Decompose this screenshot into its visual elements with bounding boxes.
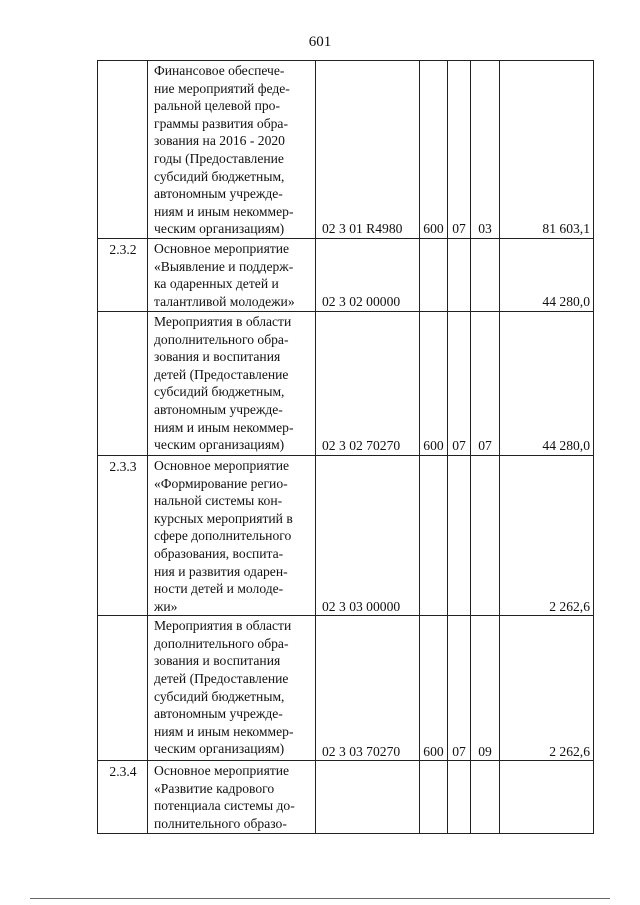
table-row [98, 761, 594, 834]
row-name-cell: Основное мероприятие «Развитие кадрового потенциала системы до- полнительного образо- [148, 761, 316, 834]
row-number-cell: 2.3.2 [98, 238, 148, 311]
table-row [98, 311, 594, 455]
row-vr-cell [420, 761, 448, 834]
row-csr-cell: 02 3 01 R4980 [316, 61, 420, 239]
row-pr-cell: 07 [471, 311, 500, 455]
row-name-cell: Основное мероприятие «Выявление и поддерж- ка одаренных детей и талантливой молодежи» [148, 238, 316, 311]
row-sum-cell: 2 262,6 [500, 616, 594, 761]
row-csr-cell: 02 3 03 70270 [316, 616, 420, 761]
row-sum-cell: 44 280,0 [500, 238, 594, 311]
table-row [98, 238, 594, 311]
row-number-cell [98, 311, 148, 455]
row-pr-cell: 03 [471, 61, 500, 239]
row-number-cell: 2.3.4 [98, 761, 148, 834]
row-pr-cell [471, 455, 500, 615]
row-vr-cell: 600 [420, 616, 448, 761]
row-csr-cell: 02 3 02 00000 [316, 238, 420, 311]
row-vr-cell [420, 238, 448, 311]
row-csr-cell: 02 3 02 70270 [316, 311, 420, 455]
scan-edge-line [30, 898, 610, 899]
row-sum-cell: 81 603,1 [500, 61, 594, 239]
row-name-cell: Финансовое обеспече- ние мероприятий феде- ральной целевой про- граммы развития обра- зования на 2016 - 2020 годы (Предоставление субсидий бюджетным, автономным учрежде- ниям и иным некоммер- ческим организациям) [148, 61, 316, 239]
row-rz-cell: 07 [448, 616, 471, 761]
row-pr-cell [471, 238, 500, 311]
row-pr-cell [471, 761, 500, 834]
table-row [98, 616, 594, 761]
row-vr-cell [420, 455, 448, 615]
row-name-cell: Мероприятия в области дополнительного обра- зования и воспитания детей (Предоставление субсидий бюджетным, автономным учрежде- ниям и иным некоммер- ческим организациям) [148, 311, 316, 455]
row-vr-cell: 600 [420, 311, 448, 455]
row-csr-cell [316, 761, 420, 834]
row-number-cell [98, 616, 148, 761]
row-csr-cell: 02 3 03 00000 [316, 455, 420, 615]
row-number-cell [98, 61, 148, 239]
row-sum-cell [500, 761, 594, 834]
row-rz-cell: 07 [448, 61, 471, 239]
table-row [98, 61, 594, 239]
row-name-cell: Мероприятия в области дополнительного обра- зования и воспитания детей (Предоставление субсидий бюджетным, автономным учрежде- ниям и иным некоммер- ческим организациям) [148, 616, 316, 761]
row-rz-cell [448, 238, 471, 311]
row-name-cell: Основное мероприятие «Формирование регио- нальной системы кон- курсных мероприятий в сфере дополнительного образования, воспита- ния и развития одарен- ности детей и молоде- жи» [148, 455, 316, 615]
budget-table [97, 60, 594, 834]
page-number: 601 [308, 34, 332, 50]
row-sum-cell: 44 280,0 [500, 311, 594, 455]
row-number-cell: 2.3.3 [98, 455, 148, 615]
row-pr-cell: 09 [471, 616, 500, 761]
row-rz-cell [448, 761, 471, 834]
row-rz-cell: 07 [448, 311, 471, 455]
row-rz-cell [448, 455, 471, 615]
table-row [98, 455, 594, 615]
row-sum-cell: 2 262,6 [500, 455, 594, 615]
row-vr-cell: 600 [420, 61, 448, 239]
